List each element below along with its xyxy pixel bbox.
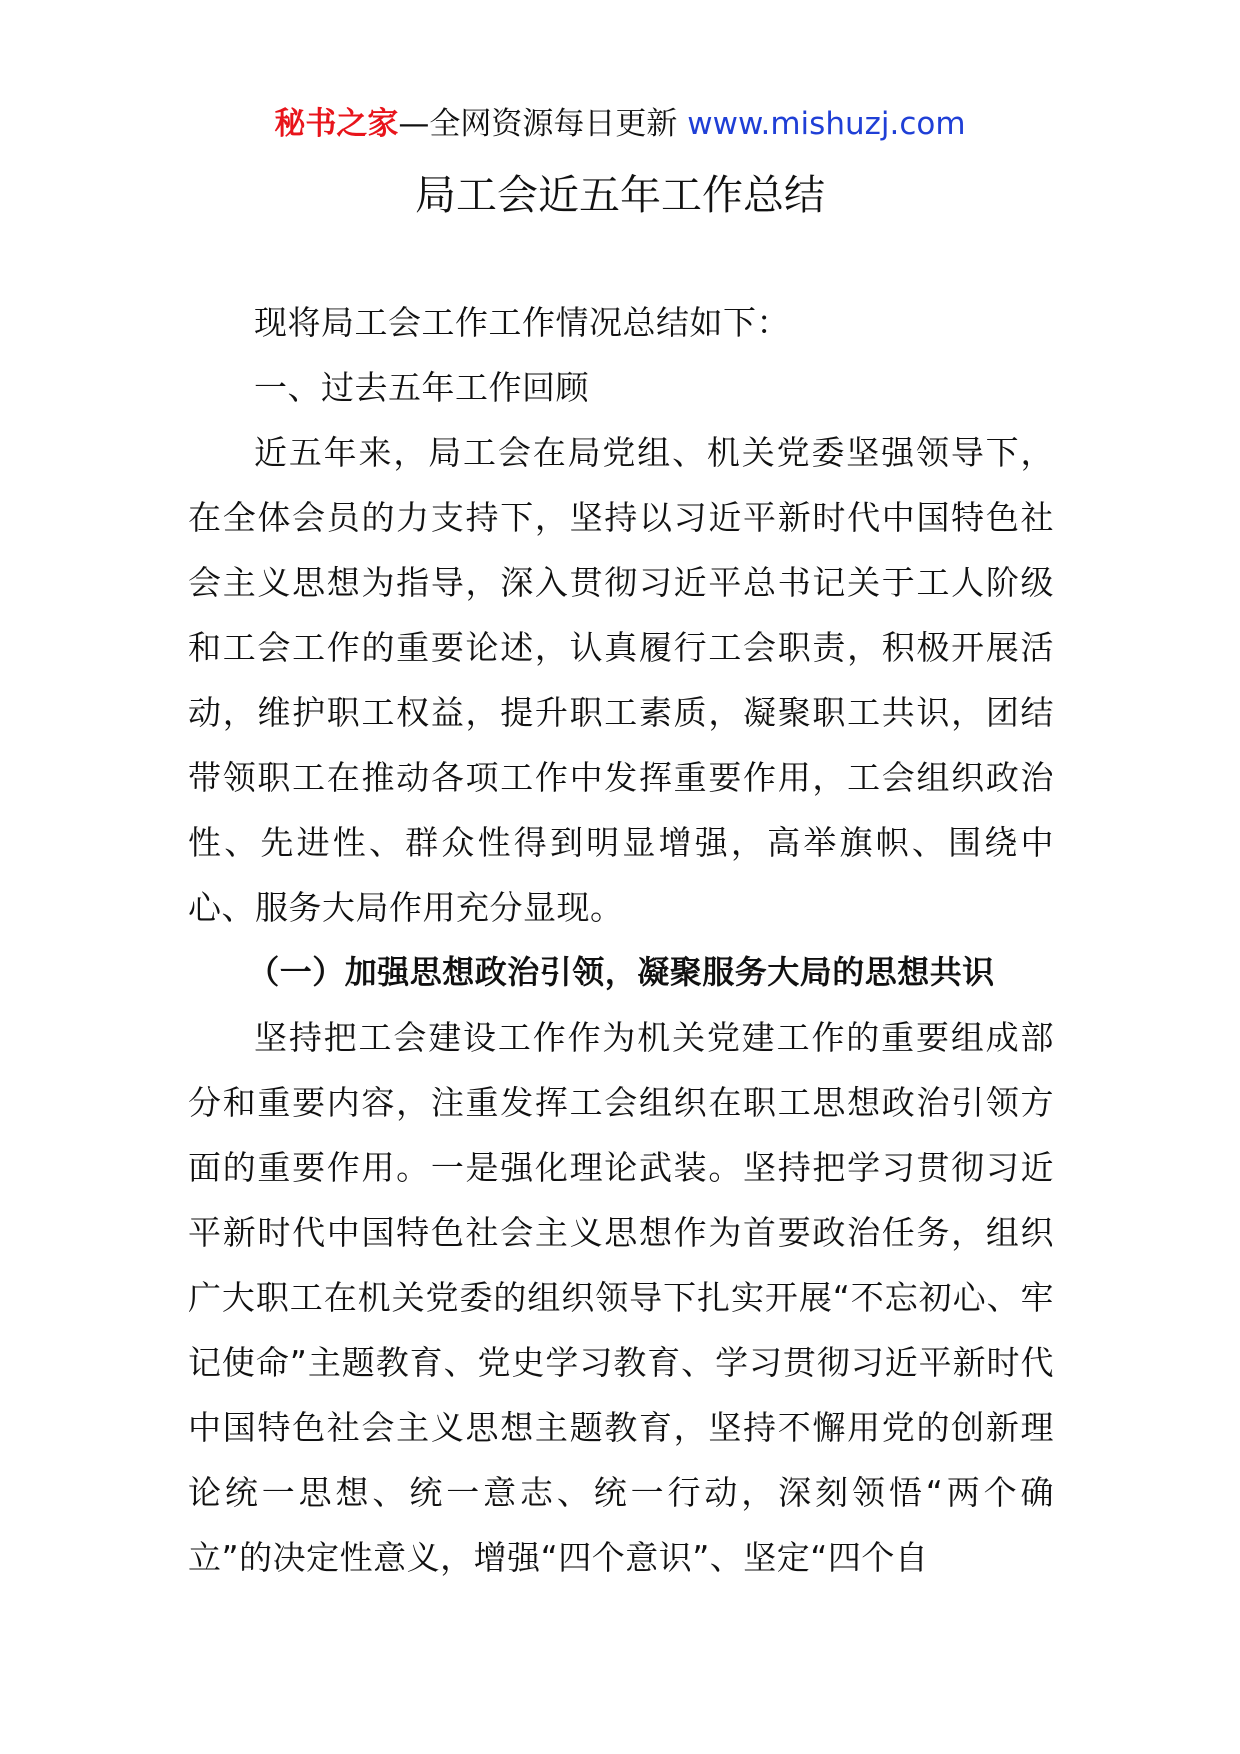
- body-paragraph: 近五年来，局工会在局党组、机关党委坚强领导下，在全体会员的力支持下，坚持以习近平新时代中国特色社会主义思想为指导，深入贯彻习近平总书记关于工人阶级和工会工作的重要论述，认真履行工会职责，积极开展活动，维护职工权益，提升职工素质，凝聚职工共识，团结带领职工在推动各项工作中发挥重要作用，工会组织政治性、先进性、群众性得到明显增强，高举旗帜、围绕中心、服务大局作用充分显现。: [188, 433, 1054, 927]
- header-tagline: —全网资源每日更新: [398, 106, 688, 142]
- subsection-heading: （一）加强思想政治引领，凝聚服务大局的思想共识: [247, 953, 995, 991]
- document-body: [188, 290, 1054, 1590]
- section-heading: 一、过去五年工作回顾: [254, 368, 589, 407]
- site-header: [0, 100, 1240, 148]
- brand-name: 秘书之家: [274, 106, 399, 142]
- document-title: 局工会近五年工作总结: [415, 171, 825, 219]
- site-url-link[interactable]: www.mishuzj.com: [687, 106, 966, 142]
- intro-paragraph: 现将局工会工作工作情况总结如下：: [254, 303, 790, 342]
- body-paragraph: 坚持把工会建设工作作为机关党建工作的重要组成部分和重要内容，注重发挥工会组织在职工思想政治引领方面的重要作用。一是强化理论武装。坚持把学习贯彻习近平新时代中国特色社会主义思想作为首要政治任务，组织广大职工在机关党委的组织领导下扎实开展“不忘初心、牢记使命”主题教育、党史学习教育、学习贯彻习近平新时代中国特色社会主义思想主题教育，坚持不懈用党的创新理论统一思想、统一意志、统一行动，深刻领悟“两个确立”的决定性意义，增强“四个意识”、坚定“四个自: [188, 1018, 1054, 1577]
